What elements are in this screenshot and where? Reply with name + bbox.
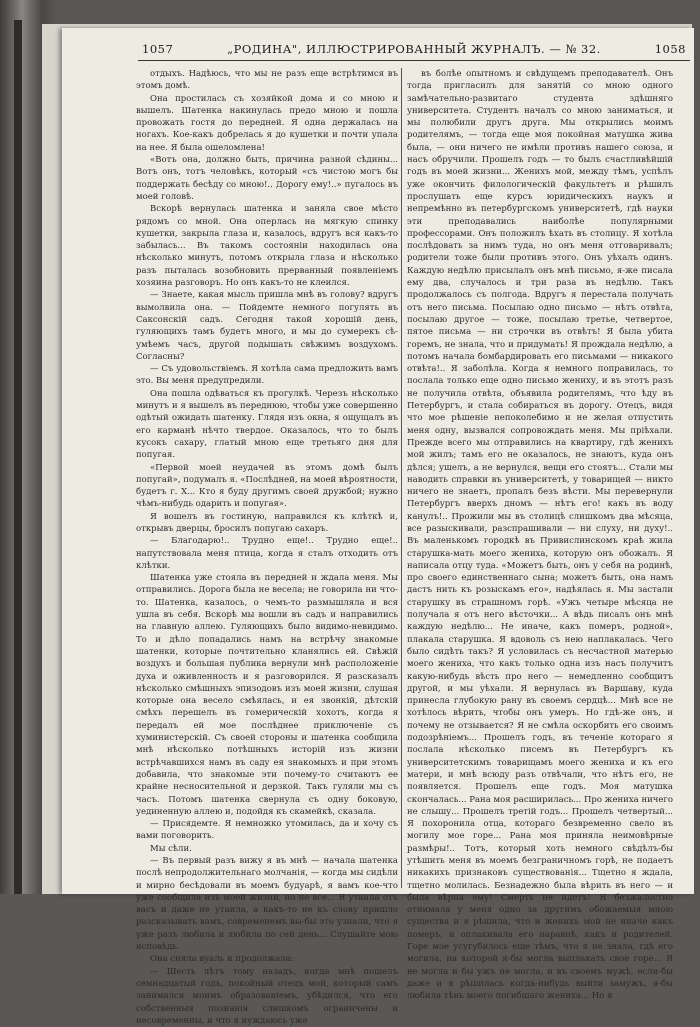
paragraph: Шатенка уже стояла въ передней и ждала меня. Мы отправились. Дорога была не весела; не говорила ни что-то. Шатенка, казалось, о чемъ-то размышляла и вся ушла въ себя. Вскорѣ мы вошли въ садъ и направились на главную аллею. Гуляющихъ было видимо-невидимо. То и дѣло попадались намъ на встрѣчу знакомые шатенки, которые почтительно кланялись ей. Свѣжій воздухъ и большая публика вернули мнѣ расположеніе духа и оживленность и я разговорился. Я разсказалъ нѣсколько смѣшныхъ эпизодовъ изъ моей жизни, слушая которые она весело смѣялась, и ея звонкій, дѣтскій смѣхъ перешелъ въ гомерическій хохотъ, когда я передалъ ей мое послѣднее приключеніе съ хуминистерскій. Съ своей стороны и шатенка сообщила мнѣ нѣсколько потѣшныхъ исторій изъ жизни встрѣчавшихся намъ въ саду ея знакомыхъ и при этомъ добавила, что знакомые эти почему-то считаютъ ее крайне несносительной и дерзкой. Такъ гуляли мы съ часъ. Потомъ шатенка свернула съ одну боковую, уединенную аллею и, подойдя къ скамейкѣ, сказала.	[136, 573, 398, 817]
column-divider	[401, 68, 402, 888]
paragraph: «Первой моей неудачей въ этомъ домѣ былъ попугай», подумалъ я. «Послѣдней, на моей вѣроятности, будетъ г. Х... Кто я буду другимъ своей дружбой; нужно чѣмъ-нибудь одарить и попугая».	[136, 462, 398, 510]
paragraph: Мы сѣли.	[150, 843, 192, 854]
paragraph: — Благодарю!.. Трудно еще!.. Трудно еще!.. напутствовала меня птица, когда я сталъ отходить отъ клѣтки.	[136, 536, 398, 571]
paragraph: Я вошелъ въ гостиную, направился къ клѣткѣ и, открывъ дверцы, бросилъ попугаю сахаръ.	[136, 511, 398, 534]
paragraph: Она сняла вуаль и продолжала:	[150, 954, 294, 965]
paragraph: — Присядемте. Я немножко утомилась, да и хочу съ вами поговорить.	[136, 819, 398, 842]
right-text-column	[407, 68, 673, 1002]
journal-title: „РОДИНА", ИЛЛЮСТРИРОВАННЫЙ ЖУРНАЛЪ. — № 32.	[227, 42, 601, 56]
left-text-column	[136, 68, 398, 1026]
paragraph: — Знаете, какая мысль пришла мнѣ въ голову? вдругъ вымолвила она. — Пойдемте немного погулять въ Саксонскій садъ. Сегодня такой хорошій день, гуляющихъ тамъ будетъ много, и мы до сумерекъ сѣумѣемъ часъ, другой подышать свѣжимъ воздухомъ. Согласны?	[136, 290, 398, 362]
page-number-left: 1057	[142, 42, 174, 56]
journal-page	[62, 28, 694, 1026]
paragraph: Она простилась съ хозяйкой дома и со мною и вышелъ. Шатенка накинулась предо мною и пошла провожать гостя до передней. Я одна держалась на ногахъ. Кое-какъ добрелась я до кушетки и почти упала на нее. Я была ошеломлена!	[136, 93, 398, 153]
paragraph: Она пошла одѣваться къ прогулкѣ. Черезъ нѣсколько минутъ и я вышелъ въ переднюю, чтобы уже совершенно одѣтый ожидать шатенку. Глядя изъ окна, я ощущалъ въ его карманѣ нѣчто твердое. Оказалось, что то былъ кусокъ сахару, глатый мною еще третьяго дня для попугая.	[136, 388, 398, 461]
paragraph: въ болѣе опытномъ и свѣдущемъ преподавателѣ. Онъ тогда пригласилъ для занятій со мною одного замѣчательно-развитаго студента здѣшняго университета. Студентъ началъ со мною заниматься, и мы полюбили другъ друга. Мы открылись моимъ родителямъ, — тогда еще моя покойная матушка жива была, — они ничего не имѣли противъ нашего союза, и насъ обручили. Прошелъ годъ — то былъ счастливѣйшій годъ въ моей жизни... Женихъ мой, между тѣмъ, успѣлъ уже окончить филологическій факультетъ и рѣшилъ прослушать еще курсъ юридическихъ наукъ и непремѣнно въ петербургскомъ университетѣ, гдѣ науки эти преподавались наиболѣе популярными профессорами. Онъ положилъ ѣхать въ столицу. Я хотѣла послѣдовать за нимъ туда, но онъ меня отговаривалъ; родители тоже были противъ этого. Онъ уѣхалъ одинъ. Каждую недѣлю присылалъ онъ мнѣ письмо, я-же писала ему два, случалось и три раза въ недѣлю. Такъ продолжалось съ полгода. Вдругъ я перестала получать отъ него письма. Посылаю одно письмо — нѣтъ отвѣта, посылаю другое — тоже, посылаю третье, четвертое, пятое письма — ни строчки въ отвѣтъ! Я была убита горемъ, не знала, что и придумать! Я прождала недѣлю, а потомъ начала бомбардировать его письмами — никакого отвѣта!.. Я заболѣла. Когда я немного поправилась, то послала только еще одно письмо жениху, и въ этотъ разъ не получила отвѣта, объявила родителямъ, что ѣду въ Петербургъ, и стала собираться въ дорогу. Отецъ, видя что мое рѣшеніе непоколебимо и не желая отпустить меня одну, вызвался сопровождать меня. Мы пріѣхали. Прежде всего мы отправились на квартиру, гдѣ женихъ мой жилъ; тамъ его не оказалось, не знаютъ, куда онъ дѣлся; ушелъ, а не вернулся, вещи его стоятъ... Стали мы наводить справки въ университетѣ, у товарищей — никто ничего не знаетъ, пропалъ безъ вѣсти. Мы перевернули Петербургъ вверхъ дномъ — нѣтъ его! какъ въ воду канулъ!.. Прожили мы въ столицѣ слишкомъ два мѣсяца, все разыскивали, разспрашивали — ни слуху, ни духу!.. Въ маленькомъ городкѣ въ Привислинскомъ краѣ жила старушка-мать моего жениха, которую онъ обожалъ. Я написала отцу туда. «Можетъ быть, онъ у себя на родинѣ, про своего единственнаго сына; можетъ быть, она намъ дастъ нить къ розыскамъ его», надѣялась я. Мы застали старушку въ страшномъ горѣ. «Ужъ четыре мѣсяца не получала я отъ него вѣсточки... А вѣдь писалъ онъ мнѣ каждую недѣлю... Не иначе, какъ померъ, родной», плакала старушка. Я вдоволь съ нею наплакалась. Чего было сидѣть такъ? Я условилась съ несчастной матерью моего жениха, что какъ только одна изъ насъ получитъ какую-нибудь вѣсть про него — немедленно сообщитъ другой, и мы уѣхали. Я вернулась въ Варшаву, куда принесла глубокую рану въ своемъ сердцѣ... Мнѣ все не хотѣлось вѣрить, чтобы онъ умеръ. Но гдѣ-же онъ, и почему не отзывается? Я не смѣла оскорбить его своимъ подозрѣніемъ... Прошелъ годъ, въ теченіе котораго я послала нѣсколько писемъ въ Петербургъ къ университетскимъ товарищамъ моего жениха и къ его матери, и мнѣ всюду разъ отвѣчали, что нѣтъ его, не появляется. Прошелъ еще годъ. Моя матушка скончалась... Рана моя расширилась... Про жениха ничего не слышу... Прошелъ третій годъ... Прошелъ четвертый... Я похоронила отца, котораго безвременно свело въ могилу мое горе... Рана моя приняла неимовѣрные размѣры!.. Тотъ, который хоть немного свѣдѣлъ-бы утѣшить меня въ моемъ безграничномъ горѣ, не подаетъ никакихъ признаковъ существованія... Тщетно я ждала, тщетно молилась. Безнадежно была вѣрить въ него — и была вѣрна ему! Смерть не идетъ! Я безжалостно отнимала у меня одно за другимъ обожаемыя мною существа и я рѣшила, что и женихъ мой не иначе какъ померъ, и оплакивала его наравнѣ, какъ и родителей. Горе мое усугубилось еще тѣмъ, что я не знала, гдѣ его могила, на которой я-бы могла выплакать свое горе... Я не могла и бы ужъ не могла, и въ своемъ мужѣ, если-бы даже и я рѣшилась когда-нибудь выйти замужъ, я-бы любила тѣнь моего погибшаго жениха... Но я	[407, 69, 673, 1002]
paragraph: Вскорѣ вернулась шатенка и заняла свое мѣсто рядомъ со мной. Она оперлась на мягкую спинку кушетки, закрыла глаза и, казалось, вдругъ вся какъ-то забылась... Въ такомъ состояніи находилась она нѣсколько минутъ, потомъ открыла глаза и нѣсколько разъ пыталась возобновить прерванный появленіемъ хозяина разговоръ. Но онъ какъ-то не клеился.	[136, 204, 398, 289]
book-binding	[14, 20, 22, 894]
page-header	[138, 40, 690, 61]
paragraph: — Шесть лѣтъ тому назадъ, когда мнѣ пошелъ семнадцатый годъ, покойный отецъ мой, который самъ занимался моимъ образованіемъ, убѣдился, что его собственныя познанія слишкомъ ограничены и несовременны, и что я нуждаюсь уже	[136, 966, 398, 1026]
paragraph: отдыхъ. Надѣюсь, что мы не разъ еще встрѣтимся въ этомъ домѣ.	[136, 69, 398, 92]
paragraph: — Въ первый разъ вижу я въ мнѣ — начала шатенка послѣ непродолжительнаго молчанія, — когда мы сидѣли и мирно бесѣдовали въ моемъ будуарѣ, я вамъ кое-что уже сообщила изъ моей жизни, но не все... Я утаила отъ васъ и даже не утаила, а какъ-то не къ слову пришло разсказывать вамъ, современемъ вы-бы это узнали, что я уже разъ любила и любила по сей день... Слушайте мою исповѣдь.	[136, 856, 398, 953]
page-number-right: 1058	[654, 42, 686, 56]
paragraph: «Вотъ она, должно быть, причина разной сѣдины... Вотъ онъ, тотъ человѣкъ, который «съ чистою могъ бы поддержать бесѣду со мною!.. Дорогу ему!..» пугалось въ моей головѣ.	[136, 155, 398, 202]
paragraph: — Съ удовольствіемъ. Я хотѣла сама предложить вамъ это. Вы меня предупредили.	[136, 364, 398, 387]
